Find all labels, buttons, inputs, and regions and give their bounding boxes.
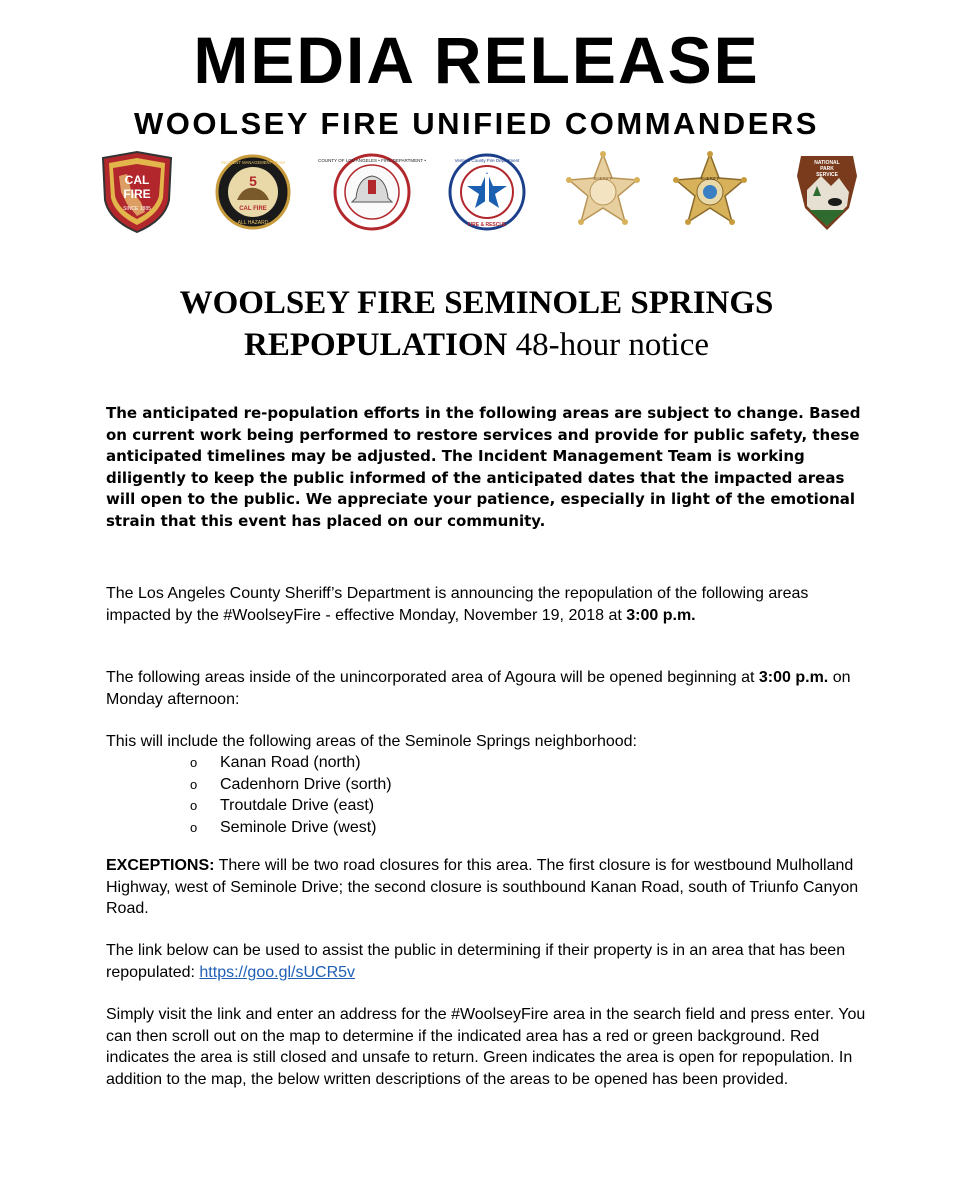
svg-text:SERVICE: SERVICE xyxy=(816,172,838,178)
announcement-text: The Los Angeles County Sheriff’s Department is announcing the repopulation of the following areas impacted by the #WoolseyFire - effective Monday, November 19, 2018 at xyxy=(106,585,809,624)
areas-list xyxy=(190,752,392,838)
announcement-time: 3:00 p.m. xyxy=(626,606,696,624)
link-intro-text: The link below can be used to assist the public in determining if their property is in an area that has been repopulated: xyxy=(106,942,846,981)
sheriff-star-icon xyxy=(563,150,643,234)
sheriff-star-icon xyxy=(670,150,750,234)
repopulation-map-link[interactable]: https://goo.gl/sUCR5v xyxy=(199,963,356,981)
list-item xyxy=(190,795,392,817)
imt-badge-icon xyxy=(213,150,293,234)
national-park-service-logo xyxy=(787,150,867,234)
list-item xyxy=(190,752,392,774)
svg-text:ALL HAZARD: ALL HAZARD xyxy=(237,220,269,226)
svg-text:SHERIFF: SHERIFF xyxy=(700,176,720,181)
nps-arrowhead-icon xyxy=(787,150,867,234)
svg-text:SHERIFF: SHERIFF xyxy=(593,176,613,181)
sheriff-star-logo-2 xyxy=(670,150,750,234)
svg-text:COUNTY OF LOS ANGELES • FIRE D: COUNTY OF LOS ANGELES • FIRE DEPARTMENT • xyxy=(318,158,426,163)
bullet-circle-icon: o xyxy=(190,819,198,835)
document-title xyxy=(0,282,953,366)
svg-text:FIRE & RESCUE: FIRE & RESCUE xyxy=(467,222,507,228)
svg-text:INCIDENT MANAGEMENT TEAM: INCIDENT MANAGEMENT TEAM xyxy=(221,160,285,165)
sheriff-star-logo-1 xyxy=(563,150,643,234)
list-item xyxy=(190,817,392,839)
la-county-fire-logo xyxy=(318,150,426,234)
cal-fire-logo xyxy=(97,150,177,234)
link-paragraph xyxy=(106,940,866,983)
exceptions-paragraph xyxy=(106,855,866,920)
svg-text:CAL: CAL xyxy=(124,173,150,187)
ventura-county-fire-logo xyxy=(447,150,527,234)
agoura-text: The following areas inside of the unincorporated area of Agoura will be opened beginning at xyxy=(106,669,759,686)
svg-text:Ventura County Fire Department: Ventura County Fire Department xyxy=(454,158,520,163)
area-label: Troutdale Drive (east) xyxy=(220,797,375,814)
svg-text:FIRE: FIRE xyxy=(123,187,151,201)
svg-text:PARK: PARK xyxy=(820,166,834,172)
instructions-paragraph: Simply visit the link and enter an address for the #WoolseyFire area in the search field and press enter. You can then scroll out on the map to determine if the indicated area has a red or green background. Red indicates the area is still closed and unsafe to return. Green indicates the area is open for repopulation. In addition to the map, the below written descriptions of the areas to be opened has been provided. xyxy=(106,1006,866,1088)
media-release-title: MEDIA RELEASE xyxy=(193,23,760,97)
bullet-circle-icon: o xyxy=(190,776,198,792)
ventura-county-fire-seal-icon xyxy=(447,150,527,234)
svg-text:CAL FIRE: CAL FIRE xyxy=(239,206,267,212)
bullet-circle-icon: o xyxy=(190,755,198,770)
svg-text:5: 5 xyxy=(249,173,257,189)
list-item xyxy=(190,774,392,796)
neighborhood-intro: This will include the following areas of the Seminole Springs neighborhood: xyxy=(106,733,637,750)
exceptions-label: EXCEPTIONS: xyxy=(106,857,215,874)
title-line-2-bold: REPOPULATION xyxy=(243,327,508,363)
svg-text:SINCE 1885: SINCE 1885 xyxy=(123,206,151,212)
announcement-paragraph xyxy=(106,583,866,626)
exceptions-text: There will be two road closures for this area. The first closure is for westbound Mulholland Highway, west of Seminole Drive; the second closure is southbound Kanan Road, south of Triunfo Canyon Road. xyxy=(106,857,859,917)
agoura-time: 3:00 p.m. xyxy=(758,669,829,686)
la-county-fire-seal-icon xyxy=(318,150,426,234)
area-label: Kanan Road (north) xyxy=(220,754,361,771)
intro-paragraph: The anticipated re-population efforts in the following areas are subject to change. Based on current work being performed to restore services and provide for public safety, these anticipated timelines may be adjusted. The Incident Management Team is working diligently to keep the public informed of the anticipated dates that the impacted areas will open to the public. We appreciate your patience, especially in light of the emotional strain that this event has placed on our community. xyxy=(106,404,861,530)
unified-commanders-subtitle: WOOLSEY FIRE UNIFIED COMMANDERS xyxy=(134,106,819,141)
area-label: Cadenhorn Drive (sorth) xyxy=(220,775,392,793)
bullet-circle-icon: o xyxy=(190,798,198,813)
agency-logos-row xyxy=(0,150,953,234)
area-label: Seminole Drive (west) xyxy=(220,818,377,836)
title-line-2-notice: 48-hour notice xyxy=(507,327,709,363)
incident-management-team-logo xyxy=(213,150,293,234)
agoura-paragraph xyxy=(106,667,866,710)
svg-text:NATIONAL: NATIONAL xyxy=(814,160,840,166)
cal-fire-shield-icon xyxy=(97,150,177,234)
title-line-1: WOOLSEY FIRE SEMINOLE SPRINGS xyxy=(179,285,774,321)
agoura-tail: on Monday afternoon: xyxy=(106,669,851,708)
